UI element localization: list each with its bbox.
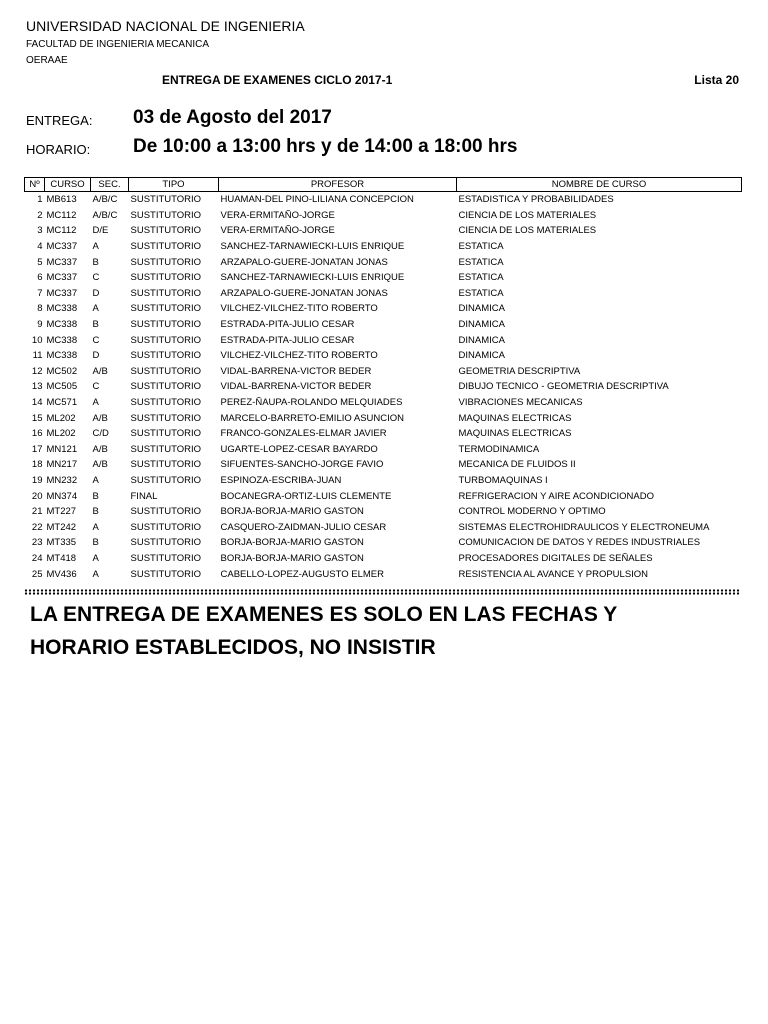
col-section-cell: D xyxy=(92,350,100,362)
col-professor-cell: PEREZ-ÑAUPA-ROLANDO MELQUIADES xyxy=(220,397,403,409)
col-section-cell: B xyxy=(92,506,99,518)
table-row xyxy=(25,223,742,239)
col-number-cell: 14 xyxy=(31,397,43,409)
col-course-name-cell: PROCESADORES DIGITALES DE SEÑALES xyxy=(458,552,653,564)
col-course-cell: MC505 xyxy=(46,381,78,393)
col-professor-cell: HUAMAN-DEL PINO-LILIANA CONCEPCION xyxy=(220,194,414,206)
col-type-cell: FINAL xyxy=(130,490,158,502)
col-number-cell: 1 xyxy=(37,194,43,206)
col-course-name-cell: ESTATICA xyxy=(458,287,504,299)
col-professor-cell: VILCHEZ-VILCHEZ-TITO ROBERTO xyxy=(220,350,378,362)
col-type-cell: SUSTITUTORIO xyxy=(130,303,202,315)
hours-label: HORARIO: xyxy=(26,142,91,157)
col-number-cell: 8 xyxy=(37,303,43,315)
col-type-cell: SUSTITUTORIO xyxy=(130,459,202,471)
document-title: ENTREGA DE EXAMENES CICLO 2017-1 xyxy=(162,73,393,87)
col-section-cell: A xyxy=(92,568,99,580)
col-professor-cell: VIDAL-BARRENA-VICTOR BEDER xyxy=(220,365,372,377)
col-type-cell: SUSTITUTORIO xyxy=(130,256,202,268)
table-row xyxy=(25,192,742,208)
col-course-cell: MC338 xyxy=(46,334,78,346)
col-course-cell: MC571 xyxy=(46,397,78,409)
dotted-divider xyxy=(24,589,741,595)
notice-line-2: HORARIO ESTABLECIDOS, NO INSISTIR xyxy=(30,636,436,659)
col-course-name-cell: ESTATICA xyxy=(458,272,504,284)
table-row xyxy=(25,535,742,551)
col-professor-cell: MARCELO-BARRETO-EMILIO ASUNCION xyxy=(220,412,405,424)
col-type-cell: SUSTITUTORIO xyxy=(130,272,202,284)
col-course-name-header: NOMBRE DE CURSO xyxy=(457,178,742,192)
col-professor-cell: BORJA-BORJA-MARIO GASTON xyxy=(220,537,364,549)
col-professor-cell: VIDAL-BARRENA-VICTOR BEDER xyxy=(220,381,372,393)
col-number-cell: 20 xyxy=(31,490,43,502)
col-course-name-cell: VIBRACIONES MECANICAS xyxy=(458,397,583,409)
table-body xyxy=(25,192,742,582)
table-row xyxy=(25,551,742,567)
col-section-cell: D/E xyxy=(92,225,109,237)
table-row xyxy=(25,379,742,395)
col-type-cell: SUSTITUTORIO xyxy=(130,521,202,533)
col-professor-header: PROFESOR xyxy=(219,178,457,192)
col-number-cell: 3 xyxy=(37,225,43,237)
col-number-cell: 22 xyxy=(31,521,43,533)
col-type-cell: SUSTITUTORIO xyxy=(130,552,202,564)
col-type-cell: SUSTITUTORIO xyxy=(130,474,202,486)
table-row xyxy=(25,286,742,302)
col-course-cell: MC112 xyxy=(46,225,77,237)
col-course-cell: ML202 xyxy=(46,412,76,424)
col-course-cell: MT227 xyxy=(46,506,77,518)
table-row xyxy=(25,270,742,286)
col-professor-cell: ESPINOZA-ESCRIBA-JUAN xyxy=(220,474,342,486)
notice-line-1: LA ENTREGA DE EXAMENES ES SOLO EN LAS FECHAS Y xyxy=(30,603,618,626)
col-course-name-cell: DINAMICA xyxy=(458,350,505,362)
col-section-header: SEC. xyxy=(91,178,129,192)
col-professor-cell: CASQUERO-ZAIDMAN-JULIO CESAR xyxy=(220,521,387,533)
table-row xyxy=(25,364,742,380)
col-section-cell: D xyxy=(92,287,100,299)
col-number-cell: 11 xyxy=(32,350,43,362)
col-section-cell: A/B xyxy=(92,412,108,424)
list-number: Lista 20 xyxy=(694,73,739,87)
table-row xyxy=(25,488,742,504)
col-professor-cell: BORJA-BORJA-MARIO GASTON xyxy=(220,506,364,518)
col-course-name-cell: RESISTENCIA AL AVANCE Y PROPULSION xyxy=(458,568,649,580)
table-header-row xyxy=(25,178,742,192)
col-section-cell: A/B xyxy=(92,365,108,377)
col-professor-cell: ESTRADA-PITA-JULIO CESAR xyxy=(220,319,355,331)
delivery-label: ENTREGA: xyxy=(26,113,93,128)
hours-value: De 10:00 a 13:00 hrs y de 14:00 a 18:00 hrs xyxy=(133,136,518,157)
col-course-name-cell: MECANICA DE FLUIDOS II xyxy=(458,459,576,471)
col-number-header: Nº xyxy=(25,178,45,192)
col-number-cell: 17 xyxy=(31,443,43,455)
col-section-cell: C xyxy=(92,272,100,284)
col-type-cell: SUSTITUTORIO xyxy=(130,397,202,409)
col-professor-cell: BORJA-BORJA-MARIO GASTON xyxy=(220,552,364,564)
col-type-header: TIPO xyxy=(129,178,219,192)
col-course-name-cell: REFRIGERACION Y AIRE ACONDICIONADO xyxy=(458,490,654,502)
col-number-cell: 13 xyxy=(31,381,43,393)
col-type-cell: SUSTITUTORIO xyxy=(130,319,202,331)
col-course-cell: MC502 xyxy=(46,365,78,377)
col-course-cell: MC337 xyxy=(46,256,78,268)
col-course-cell: MC337 xyxy=(46,272,78,284)
col-professor-cell: UGARTE-LOPEZ-CESAR BAYARDO xyxy=(220,443,378,455)
col-course-name-cell: COMUNICACION DE DATOS Y REDES INDUSTRIALES xyxy=(458,537,701,549)
col-number-cell: 25 xyxy=(31,568,43,580)
col-number-cell: 6 xyxy=(37,272,43,284)
col-section-cell: B xyxy=(92,319,99,331)
col-professor-cell: CABELLO-LOPEZ-AUGUSTO ELMER xyxy=(220,568,384,580)
table-row xyxy=(25,254,742,270)
col-course-cell: MC337 xyxy=(46,287,78,299)
university-name: UNIVERSIDAD NACIONAL DE INGENIERIA xyxy=(26,18,305,34)
table-row xyxy=(25,519,742,535)
col-section-cell: A/B/C xyxy=(92,194,118,206)
office-name: OERAAE xyxy=(26,55,68,66)
col-course-name-cell: ESTATICA xyxy=(458,256,504,268)
col-number-cell: 5 xyxy=(37,256,43,268)
table-row xyxy=(25,457,742,473)
col-professor-cell: SANCHEZ-TARNAWIECKI-LUIS ENRIQUE xyxy=(220,241,405,253)
table-row xyxy=(25,410,742,426)
col-course-cell: MC112 xyxy=(46,209,77,221)
col-course-name-cell: MAQUINAS ELECTRICAS xyxy=(458,412,572,424)
table-row xyxy=(25,473,742,489)
col-professor-cell: VILCHEZ-VILCHEZ-TITO ROBERTO xyxy=(220,303,378,315)
col-type-cell: SUSTITUTORIO xyxy=(130,287,202,299)
col-section-cell: A/B xyxy=(92,443,108,455)
col-course-cell: MT335 xyxy=(46,537,77,549)
col-type-cell: SUSTITUTORIO xyxy=(130,334,202,346)
col-type-cell: SUSTITUTORIO xyxy=(130,412,202,424)
col-professor-cell: BOCANEGRA-ORTIZ-LUIS CLEMENTE xyxy=(220,490,392,502)
table-row xyxy=(25,442,742,458)
col-section-cell: A xyxy=(92,241,99,253)
col-course-name-cell: ESTATICA xyxy=(458,241,504,253)
col-number-cell: 10 xyxy=(31,334,43,346)
col-type-cell: SUSTITUTORIO xyxy=(130,443,202,455)
col-course-cell: ML202 xyxy=(46,428,76,440)
col-professor-cell: FRANCO-GONZALES-ELMAR JAVIER xyxy=(220,428,387,440)
faculty-name: FACULTAD DE INGENIERIA MECANICA xyxy=(26,39,209,50)
table-row xyxy=(25,317,742,333)
table-row xyxy=(25,504,742,520)
col-type-cell: SUSTITUTORIO xyxy=(130,225,202,237)
table-row xyxy=(25,332,742,348)
col-professor-cell: SANCHEZ-TARNAWIECKI-LUIS ENRIQUE xyxy=(220,272,405,284)
col-course-name-cell: TERMODINAMICA xyxy=(458,443,540,455)
col-course-name-cell: DIBUJO TECNICO - GEOMETRIA DESCRIPTIVA xyxy=(458,381,669,393)
col-section-cell: A/B xyxy=(92,459,108,471)
col-course-header: CURSO xyxy=(45,178,91,192)
col-course-cell: MV436 xyxy=(46,568,77,580)
col-section-cell: B xyxy=(92,537,99,549)
col-number-cell: 12 xyxy=(31,365,43,377)
col-course-cell: MN374 xyxy=(46,490,78,502)
col-section-cell: C xyxy=(92,334,100,346)
col-course-name-cell: DINAMICA xyxy=(458,319,505,331)
col-type-cell: SUSTITUTORIO xyxy=(130,194,202,206)
col-course-cell: MN217 xyxy=(46,459,78,471)
col-number-cell: 23 xyxy=(31,537,43,549)
table-row xyxy=(25,208,742,224)
delivery-date: 03 de Agosto del 2017 xyxy=(133,107,332,128)
col-type-cell: SUSTITUTORIO xyxy=(130,537,202,549)
col-course-cell: MN232 xyxy=(46,474,78,486)
col-section-cell: A xyxy=(92,474,99,486)
col-section-cell: B xyxy=(92,490,99,502)
col-type-cell: SUSTITUTORIO xyxy=(130,428,202,440)
col-number-cell: 21 xyxy=(31,506,43,518)
table-row xyxy=(25,239,742,255)
col-type-cell: SUSTITUTORIO xyxy=(130,350,202,362)
col-type-cell: SUSTITUTORIO xyxy=(130,365,202,377)
col-type-cell: SUSTITUTORIO xyxy=(130,209,202,221)
col-type-cell: SUSTITUTORIO xyxy=(130,241,202,253)
col-section-cell: A xyxy=(92,521,99,533)
col-professor-cell: ARZAPALO-GUERE-JONATAN JONAS xyxy=(220,287,388,299)
col-section-cell: C xyxy=(92,381,100,393)
table-row xyxy=(25,566,742,582)
col-course-cell: MB613 xyxy=(46,194,77,206)
col-course-name-cell: SISTEMAS ELECTROHIDRAULICOS Y ELECTRONEUMA xyxy=(458,521,710,533)
col-type-cell: SUSTITUTORIO xyxy=(130,568,202,580)
col-number-cell: 9 xyxy=(37,319,43,331)
col-number-cell: 15 xyxy=(31,412,43,424)
col-course-cell: MT242 xyxy=(46,521,77,533)
col-course-name-cell: GEOMETRIA DESCRIPTIVA xyxy=(458,365,581,377)
col-course-cell: MC337 xyxy=(46,241,78,253)
col-professor-cell: VERA-ERMITAÑO-JORGE xyxy=(220,225,335,237)
table-row xyxy=(25,426,742,442)
table-row xyxy=(25,301,742,317)
col-course-name-cell: TURBOMAQUINAS I xyxy=(458,474,548,486)
col-number-cell: 24 xyxy=(31,552,43,564)
col-professor-cell: ESTRADA-PITA-JULIO CESAR xyxy=(220,334,355,346)
col-number-cell: 16 xyxy=(31,428,43,440)
col-course-cell: MC338 xyxy=(46,303,78,315)
exam-table xyxy=(24,177,742,582)
col-course-name-cell: DINAMICA xyxy=(458,334,505,346)
col-professor-cell: VERA-ERMITAÑO-JORGE xyxy=(220,209,335,221)
table-row xyxy=(25,348,742,364)
col-number-cell: 2 xyxy=(37,209,43,221)
col-course-name-cell: MAQUINAS ELECTRICAS xyxy=(458,428,572,440)
col-type-cell: SUSTITUTORIO xyxy=(130,381,202,393)
col-section-cell: C/D xyxy=(92,428,109,440)
col-section-cell: B xyxy=(92,256,99,268)
col-course-cell: MC338 xyxy=(46,319,78,331)
col-section-cell: A xyxy=(92,552,99,564)
col-section-cell: A xyxy=(92,303,99,315)
col-number-cell: 4 xyxy=(37,241,43,253)
col-type-cell: SUSTITUTORIO xyxy=(130,506,202,518)
col-course-cell: MN121 xyxy=(46,443,78,455)
col-number-cell: 18 xyxy=(31,459,43,471)
col-number-cell: 19 xyxy=(31,474,43,486)
col-course-name-cell: ESTADISTICA Y PROBABILIDADES xyxy=(458,194,614,206)
col-course-cell: MC338 xyxy=(46,350,78,362)
col-course-name-cell: CIENCIA DE LOS MATERIALES xyxy=(458,209,597,221)
col-course-name-cell: CONTROL MODERNO Y OPTIMO xyxy=(458,506,606,518)
col-professor-cell: ARZAPALO-GUERE-JONATAN JONAS xyxy=(220,256,388,268)
col-section-cell: A/B/C xyxy=(92,209,118,221)
col-course-name-cell: DINAMICA xyxy=(458,303,505,315)
col-number-cell: 7 xyxy=(37,287,43,299)
col-section-cell: A xyxy=(92,397,99,409)
col-course-name-cell: CIENCIA DE LOS MATERIALES xyxy=(458,225,597,237)
col-professor-cell: SIFUENTES-SANCHO-JORGE FAVIO xyxy=(220,459,384,471)
col-course-cell: MT418 xyxy=(46,552,77,564)
table-row xyxy=(25,395,742,411)
